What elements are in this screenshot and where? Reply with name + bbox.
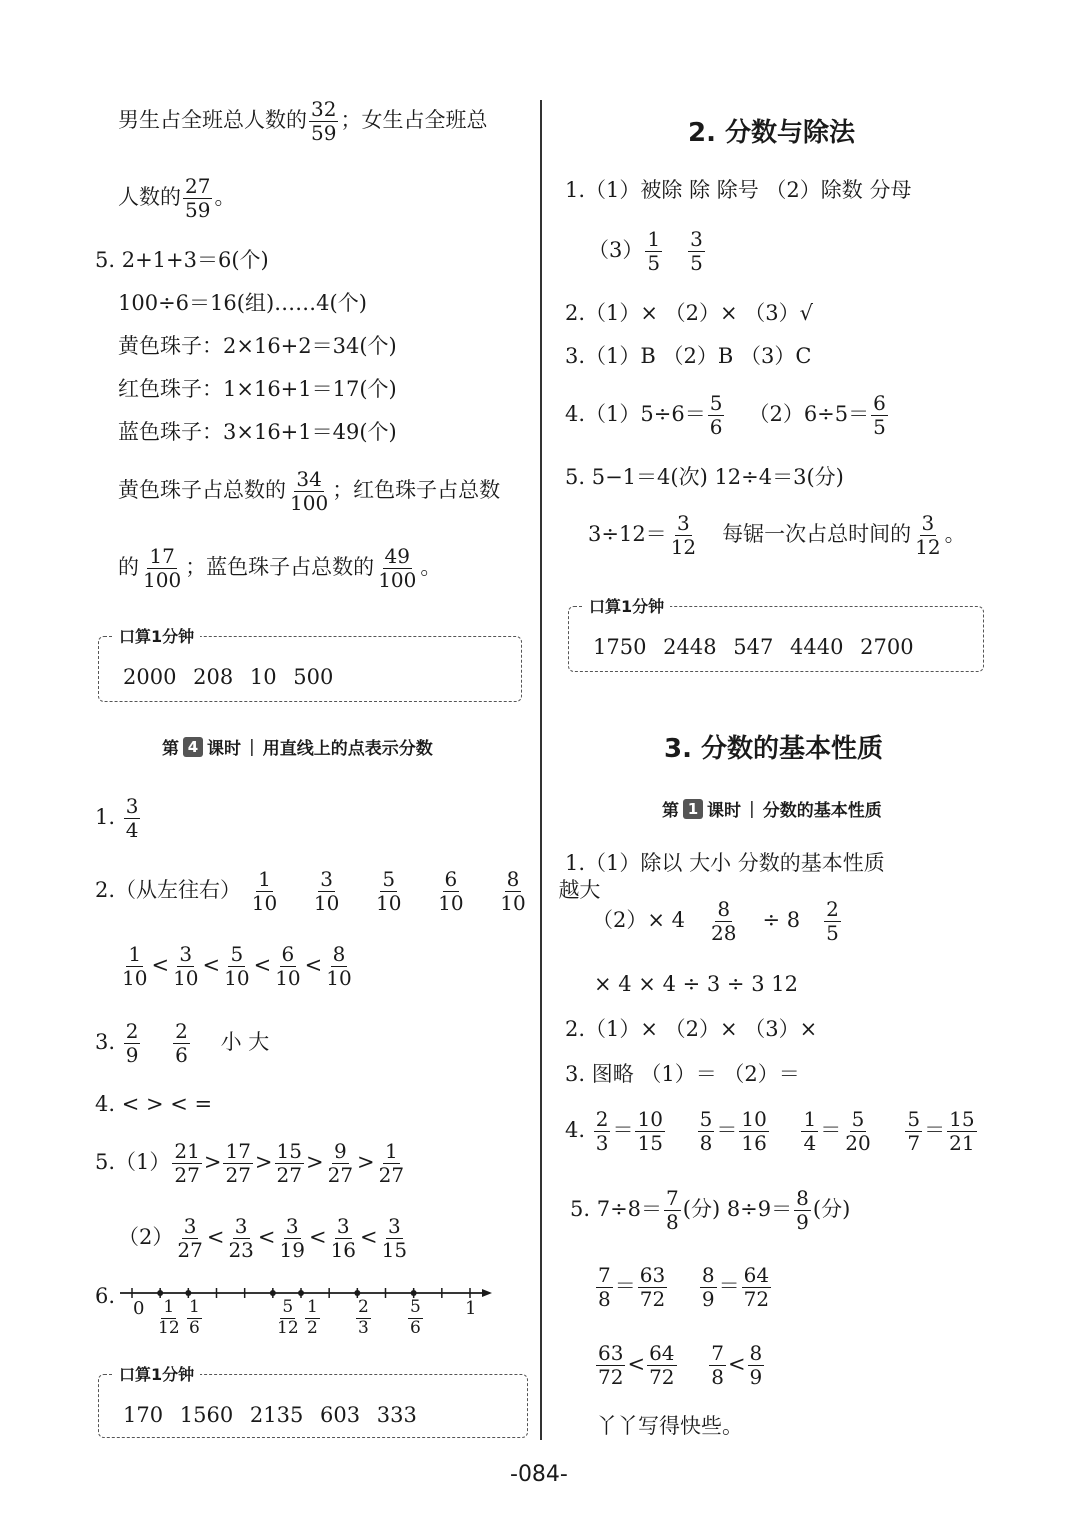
s-ans-1b: （2）× 4 $\frac{8}{28}$ ÷ 8 $\frac{2}{5}$ <box>592 897 839 945</box>
number-line-point <box>157 1290 163 1296</box>
number-line-point <box>411 1290 417 1296</box>
number-line-point <box>354 1290 360 1296</box>
number-line-point <box>298 1290 304 1296</box>
s-ans-3: 3. 图略 （1）＝ （2）＝ <box>565 1062 800 1086</box>
nl-label-2-3: $\frac{2}{3}$ <box>358 1297 369 1338</box>
ans-6-num: 6. <box>95 1284 116 1308</box>
ans-2-order: $\frac{1}{10}$ < $\frac{3}{10}$ < $\frac{5}{10}$ < $\frac{6}{10}$ < $\frac{8}{10}$ <box>122 942 352 990</box>
ans-4: 4. < > < = <box>95 1092 213 1116</box>
s-ans-1c: × 4 × 4 ÷ 3 ÷ 3 12 <box>594 972 798 996</box>
nl-label-1-12: $\frac{1}{12}$ <box>158 1297 180 1338</box>
r-ans-1b: （3） $\frac{1}{5}$ $\frac{3}{5}$ <box>588 227 703 275</box>
q5-line4: 红色珠子：1×16+1＝17(个) <box>118 377 397 401</box>
page-number: -084- <box>510 1462 568 1487</box>
ans-5-2: （2） $\frac{3}{27}$ < $\frac{3}{23}$ < $\frac{3}{19}$ < $\frac{3}{16}$ < $\frac{3}{15}$ <box>118 1214 408 1262</box>
r-ans-3: 3.（1）B （2）B （3）C <box>565 344 812 368</box>
section-heading-2: 2. 分数与除法 <box>688 118 856 148</box>
q5-line6: 黄色珠子占总数的 $\frac{34}{100}$ ；红色珠子占总数 <box>118 467 501 515</box>
s-ans-5c: $\frac{63}{72}$ < $\frac{64}{72}$ $\frac{7}{8}$ < $\frac{8}{9}$ <box>598 1341 763 1389</box>
nl-label-1-2: $\frac{1}{2}$ <box>307 1297 318 1338</box>
ans-3: 3. $\frac{2}{9}$ $\frac{2}{6}$ 小 大 <box>95 1019 270 1067</box>
section-heading-3: 3. 分数的基本性质 <box>664 734 884 764</box>
number-line-zero: 0 <box>133 1298 145 1319</box>
ans-5-1: 5.（1） $\frac{21}{27}$ > $\frac{17}{27}$ > $\frac{15}{27}$ > $\frac{9}{27}$ > $\frac{1}{27}$ <box>95 1139 405 1187</box>
box-values: 1750 2448 547 4440 2700 <box>593 635 914 659</box>
box-label: 口算1分钟 <box>113 1362 200 1385</box>
mental-math-box-1 <box>98 627 522 702</box>
s-ans-1a: 1.（1）除以 大小 分数的基本性质 <box>565 851 885 875</box>
box-values: 2000 208 10 500 <box>123 665 334 689</box>
number-line-one: 1 <box>465 1298 477 1319</box>
q5-line5: 蓝色珠子：3×16+1＝49(个) <box>118 420 397 444</box>
r-ans-5b: 3÷12＝ $\frac{3}{12}$ 每锯一次占总时间的 $\frac{3}{12}$ 。 <box>588 511 966 559</box>
q5-line7: 的 $\frac{17}{100}$ ；蓝色珠子占总数的 $\frac{49}{100}$ 。 <box>118 544 442 592</box>
ans-2: 2.（从左往右） $\frac{1}{10}$ $\frac{3}{10}$ $\frac{5}{10}$ $\frac{6}{10}$ $\frac{8}{10}$ 越大 <box>95 867 601 915</box>
s-ans-5d: 丫丫写得快些。 <box>596 1414 743 1438</box>
r-ans-5: 5. 5−1＝4(次) 12÷4＝3(分) <box>565 465 844 489</box>
number-line-point <box>270 1290 276 1296</box>
left-p1: 男生占全班总人数的 $\frac{32}{59}$ ；女生占全班总 <box>118 97 488 145</box>
number-line-point <box>185 1290 191 1296</box>
box-values: 170 1560 2135 603 333 <box>123 1403 417 1427</box>
s-ans-5b: $\frac{7}{8}$ ＝ $\frac{63}{72}$ $\frac{8}{9}$ ＝ $\frac{64}{72}$ <box>598 1263 770 1311</box>
r-ans-4: 4.（1）5÷6＝ $\frac{5}{6}$ （2）6÷5＝ $\frac{6}{5}$ <box>565 391 886 439</box>
lesson-4-heading: 第 4 课时 | 用直线上的点表示分数 <box>162 736 433 759</box>
q5-line2: 100÷6＝16(组)……4(个) <box>118 291 367 315</box>
mental-math-box-2 <box>98 1365 528 1438</box>
column-divider <box>540 100 542 1440</box>
box-label: 口算1分钟 <box>583 594 670 617</box>
nl-label-5-12: $\frac{5}{12}$ <box>277 1297 299 1338</box>
mental-math-box-3 <box>568 597 984 672</box>
q5-line1: 5. 2+1+3＝6(个) <box>95 248 269 272</box>
s-ans-2: 2.（1）× （2）× （3）× <box>565 1017 818 1041</box>
nl-label-1-6: $\frac{1}{6}$ <box>189 1297 200 1338</box>
nl-label-5-6: $\frac{5}{6}$ <box>410 1297 421 1338</box>
q5-line3: 黄色珠子：2×16+2＝34(个) <box>118 334 397 358</box>
ans-1: 1. $\frac{3}{4}$ <box>95 794 139 842</box>
lesson-1-heading: 第 1 课时 | 分数的基本性质 <box>662 798 882 821</box>
s-ans-4: 4. $\frac{2}{3}$ ＝ $\frac{10}{15}$ $\frac{5}{8}$ ＝ $\frac{10}{16}$ $\frac{1}{4}$ ＝ $\frac{5}{20}$ $\frac{5}{7}$ ＝ $\frac{15}{21}$ <box>565 1107 975 1155</box>
r-ans-2: 2.（1）× （2）× （3）√ <box>565 301 814 325</box>
r-ans-1a: 1.（1）被除 除 除号 （2）除数 分母 <box>565 178 912 202</box>
left-p2: 人数的 $\frac{27}{59}$ 。 <box>118 174 236 222</box>
box-label: 口算1分钟 <box>113 624 200 647</box>
s-ans-5: 5. 7÷8＝ $\frac{7}{8}$ (分) 8÷9＝ $\frac{8}{9}$ (分) <box>570 1186 851 1234</box>
